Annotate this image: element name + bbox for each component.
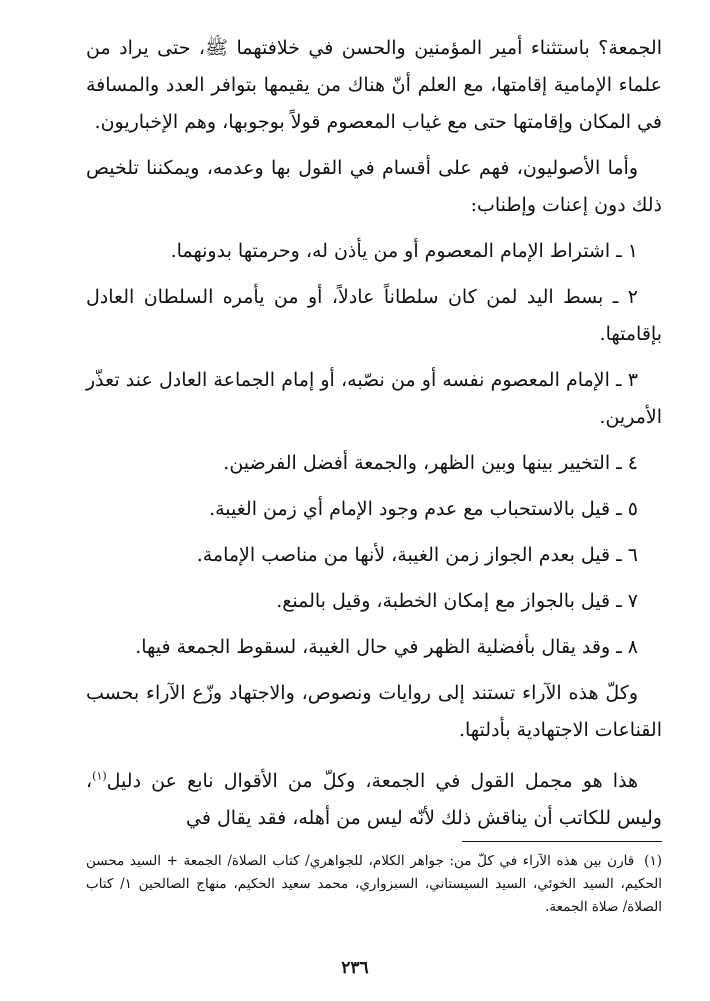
list-item-7: ٧ ـ قيل بالجواز مع إمكان الخطبة، وقيل بالمنع. (276, 590, 638, 612)
paragraph-summary-word: دليل (106, 770, 142, 792)
paragraph-opinions: وكلّ هذه الآراء تستند إلى روايات ونصوص، والاجتهاد وزّع الآراء بحسب القناعات الاجتهادية بأدلتها. (86, 682, 662, 741)
footnote-separator (462, 841, 662, 842)
footnote (86, 850, 662, 919)
page-number: ٢٣٦ (341, 958, 369, 978)
list-item-1: ١ ـ اشتراط الإمام المعصوم أو من يأذن له، وحرمتها بدونهما. (170, 240, 638, 262)
paragraph-summary-text: هذا هو مجمل القول في الجمعة، وكلّ من الأقوال نابع عن (151, 770, 639, 792)
footnote-text: قارن بين هذه الآراء في كلّ من: جواهر الكلام، للجواهري/ كتاب الصلاة/ الجمعة + السيد محسن الحكيم، السيد الخوئي، السيد السيستاني، السبزواري، محمد سعيد الحكيم، منهاج الصالحين ١/ كتاب الصلاة/ صلاة الجمعة. (86, 853, 662, 915)
list-item-5: ٥ ـ قيل بالاستحباب مع عدم وجود الإمام أي زمن الغيبة. (209, 498, 638, 520)
main-text (86, 30, 662, 837)
list-item-2: ٢ ـ بسط اليد لمن كان سلطاناً عادلاً، أو من يأمره السلطان العادل بإقامتها. (86, 286, 662, 345)
list-item-3: ٣ ـ الإمام المعصوم نفسه أو من نصّبه، أو إمام الجماعة العادل عند تعذّر الأمرين. (86, 369, 662, 428)
paragraph-intro: الجمعة؟ باستثناء أمير المؤمنين والحسن في خلافتهما ﷺ، حتى يراد من علماء الإمامية إقامتها، مع العلم أنّ هناك من يقيمها بتوافر العدد والمسافة في المكان وإقامتها حتى مع غياب المعصوم قولاً بوجوبها، وهم الإخباريون. (86, 37, 662, 133)
footnote-reference[interactable]: (١) (92, 769, 107, 783)
list-item-4: ٤ ـ التخيير بينها وبين الظهر، والجمعة أفضل الفرضين. (223, 452, 638, 474)
paragraph-summary (86, 763, 662, 837)
footnote-number: (١) (644, 853, 662, 869)
paragraph-usulis: وأما الأصوليون، فهم على أقسام في القول بها وعدمه، ويمكننا تلخيص ذلك دون إعنات وإطناب: (86, 157, 662, 216)
list-item-8: ٨ ـ وقد يقال بأفضلية الظهر في حال الغيبة، لسقوط الجمعة فيها. (135, 636, 638, 658)
list-item-6: ٦ ـ قيل بعدم الجواز زمن الغيبة، لأنها من مناصب الإمامة. (196, 544, 638, 566)
paragraph-summary-continuation: ، وليس للكاتب أن يناقش ذلك لأنّه ليس من أهله، فقد يقال في (86, 770, 662, 829)
